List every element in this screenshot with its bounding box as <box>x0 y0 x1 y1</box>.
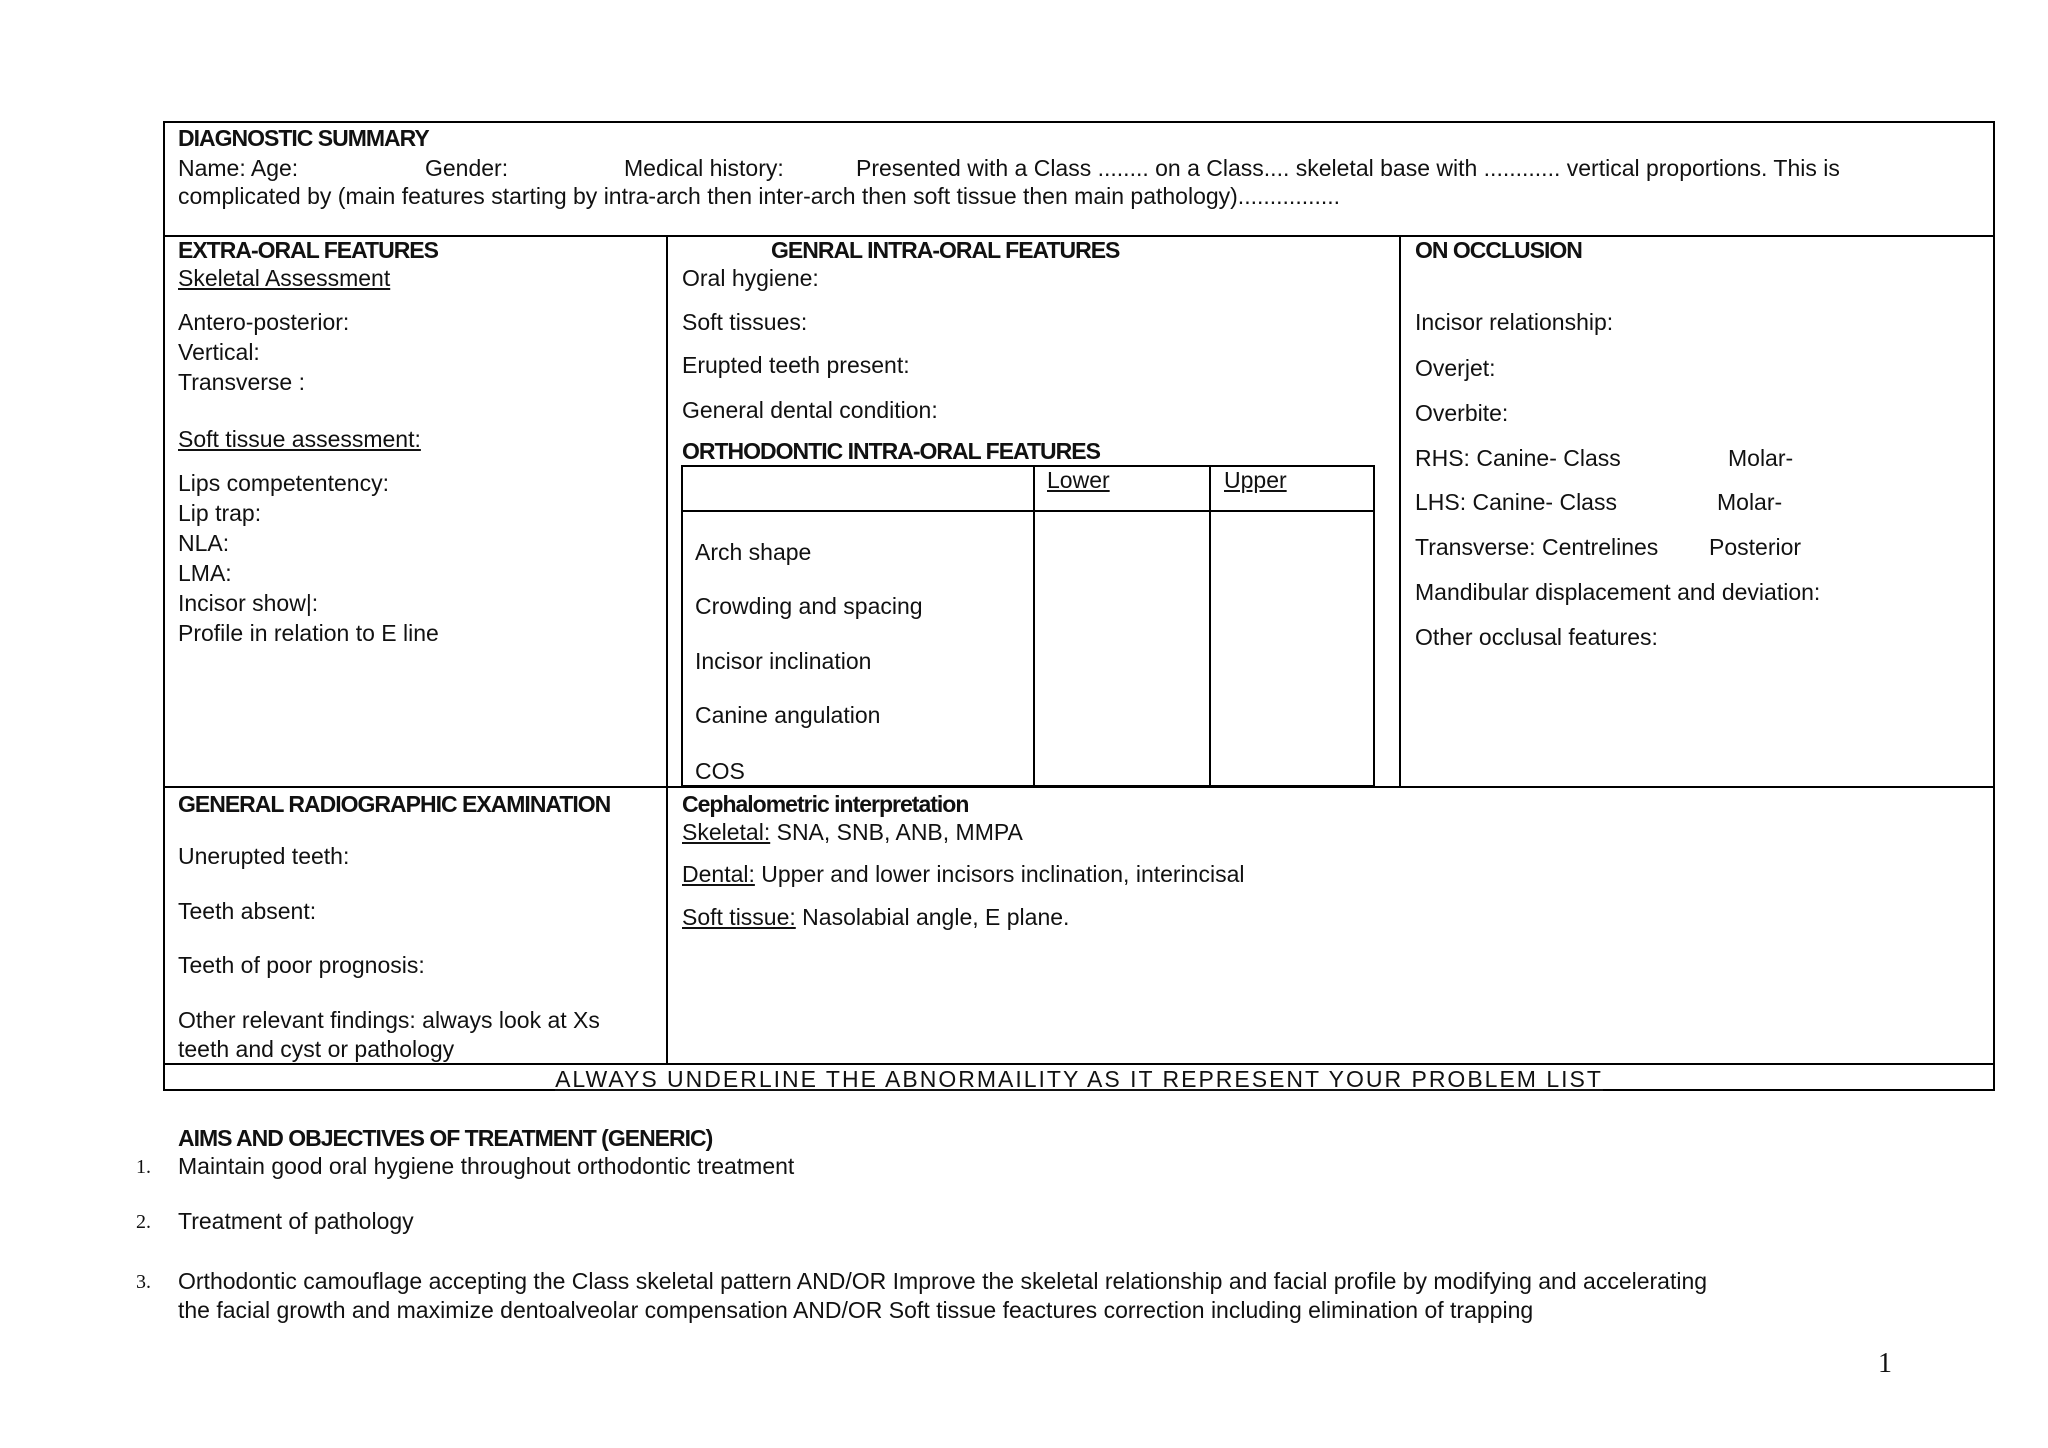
radio-unerupted-teeth: Unerupted teeth: <box>178 843 350 869</box>
ortho-table-header-divider <box>681 510 1375 512</box>
ceph-skeletal-text: SNA, SNB, ANB, MMPA <box>770 819 1023 845</box>
aims-item-2-number: 2. <box>136 1211 151 1233</box>
aims-item-3-line-1: Orthodontic camouflage accepting the Class skeletal pattern AND/OR Improve the skeletal relationship and facial profile by modifying and accelerating <box>178 1268 1708 1294</box>
intra-dental-condition: General dental condition: <box>682 397 938 423</box>
radiographic-heading: GENERAL RADIOGRAPHIC EXAMINATION <box>178 791 611 817</box>
summary-medical-history: Medical history: <box>624 155 784 181</box>
soft-lma: LMA: <box>178 560 232 586</box>
occlusion-overjet: Overjet: <box>1415 355 1496 381</box>
ceph-soft-tissue-text: Nasolabial angle, E plane. <box>795 904 1070 930</box>
occlusion-mandibular-displacement: Mandibular displacement and deviation: <box>1415 579 1821 605</box>
ortho-features-table-frame <box>681 465 1375 787</box>
soft-lips-competency: Lips competentency: <box>178 470 389 496</box>
occlusion-transverse-centrelines: Transverse: Centrelines <box>1415 534 1659 560</box>
occlusion-overbite: Overbite: <box>1415 400 1509 426</box>
summary-name-age: Name: Age: <box>178 155 299 181</box>
skeletal-antero-posterior: Antero-posterior: <box>178 309 350 335</box>
ortho-col-upper: Upper <box>1224 467 1287 493</box>
occlusion-heading: ON OCCLUSION <box>1415 237 1582 263</box>
ceph-dental-label: Dental: <box>682 861 755 887</box>
ortho-row-incisor-inclination: Incisor inclination <box>695 648 872 674</box>
ortho-row-cos: COS <box>695 758 745 784</box>
intra-soft-tissues: Soft tissues: <box>682 309 808 335</box>
aims-item-2: Treatment of pathology <box>178 1208 414 1234</box>
ortho-row-canine-angulation: Canine angulation <box>695 702 881 728</box>
radio-poor-prognosis: Teeth of poor prognosis: <box>178 952 425 978</box>
aims-item-1-number: 1. <box>136 1156 151 1178</box>
ceph-skeletal-label: Skeletal: <box>682 819 771 845</box>
page-number: 1 <box>1878 1348 1892 1379</box>
radio-teeth-absent: Teeth absent: <box>178 898 317 924</box>
occlusion-rhs-molar: Molar- <box>1728 445 1794 471</box>
radio-other-findings-2: teeth and cyst or pathology <box>178 1036 455 1062</box>
col-divider-occlusion <box>1399 235 1401 786</box>
skeletal-vertical: Vertical: <box>178 339 260 365</box>
occlusion-other-features: Other occlusal features: <box>1415 624 1658 650</box>
skeletal-assessment-heading: Skeletal Assessment <box>178 265 391 291</box>
ceph-soft-tissue <box>682 903 1069 932</box>
ortho-row-arch-shape: Arch shape <box>695 539 812 565</box>
soft-nla: NLA: <box>178 530 230 556</box>
diagnostic-summary-heading: DIAGNOSTIC SUMMARY <box>178 125 429 151</box>
aims-heading: AIMS AND OBJECTIVES OF TREATMENT (GENERIC) <box>178 1125 713 1151</box>
soft-profile-e-line: Profile in relation to E line <box>178 620 439 646</box>
summary-gender: Gender: <box>425 155 509 181</box>
col-divider-extra-oral <box>666 235 668 1063</box>
extra-oral-heading: EXTRA-ORAL FEATURES <box>178 237 438 263</box>
ceph-dental <box>682 860 1245 889</box>
ceph-soft-tissue-label: Soft tissue: <box>682 904 796 930</box>
skeletal-transverse: Transverse : <box>178 369 305 395</box>
problem-list-banner: ALWAYS UNDERLINE THE ABNORMAILITY AS IT REPRESENT YOUR PROBLEM LIST <box>555 1066 1603 1092</box>
occlusion-rhs-canine: RHS: Canine- Class <box>1415 445 1621 471</box>
occlusion-lhs-canine: LHS: Canine- Class <box>1415 489 1617 515</box>
aims-item-1: Maintain good oral hygiene throughout orthodontic treatment <box>178 1153 795 1179</box>
ortho-table-col-upper <box>1209 465 1211 787</box>
summary-presented: Presented with a Class ........ on a Class.... skeletal base with ............ vertical proportions. This is <box>856 155 1840 181</box>
soft-incisor-show: Incisor show|: <box>178 590 319 616</box>
summary-complicated-by: complicated by (main features starting by intra-arch then inter-arch then soft tissue then main pathology)................ <box>178 183 1341 209</box>
aims-item-3-line-2: the facial growth and maximize dentoalveolar compensation AND/OR Soft tissue feactures correction including elimination of trapping <box>178 1297 1534 1323</box>
intra-oral-hygiene: Oral hygiene: <box>682 265 819 291</box>
occlusion-transverse-posterior: Posterior <box>1709 534 1802 560</box>
soft-tissue-assessment-heading: Soft tissue assessment: <box>178 426 421 452</box>
soft-lip-trap: Lip trap: <box>178 500 262 526</box>
ortho-col-lower: Lower <box>1047 467 1110 493</box>
ortho-table-col-lower <box>1033 465 1035 787</box>
ceph-dental-text: Upper and lower incisors inclination, interincisal <box>754 861 1245 887</box>
ortho-row-crowding-spacing: Crowding and spacing <box>695 593 923 619</box>
cephalometric-heading: Cephalometric interpretation <box>682 791 969 817</box>
intra-oral-heading: GENRAL INTRA-ORAL FEATURES <box>771 237 1120 263</box>
radio-other-findings-1: Other relevant findings: always look at Xs <box>178 1007 600 1033</box>
aims-item-3-number: 3. <box>136 1271 151 1293</box>
ortho-intra-oral-heading: ORTHODONTIC INTRA-ORAL FEATURES <box>682 438 1100 464</box>
occlusion-lhs-molar: Molar- <box>1717 489 1783 515</box>
intra-erupted-teeth: Erupted teeth present: <box>682 352 910 378</box>
occlusion-incisor-relationship: Incisor relationship: <box>1415 309 1614 335</box>
ceph-skeletal <box>682 818 1023 847</box>
